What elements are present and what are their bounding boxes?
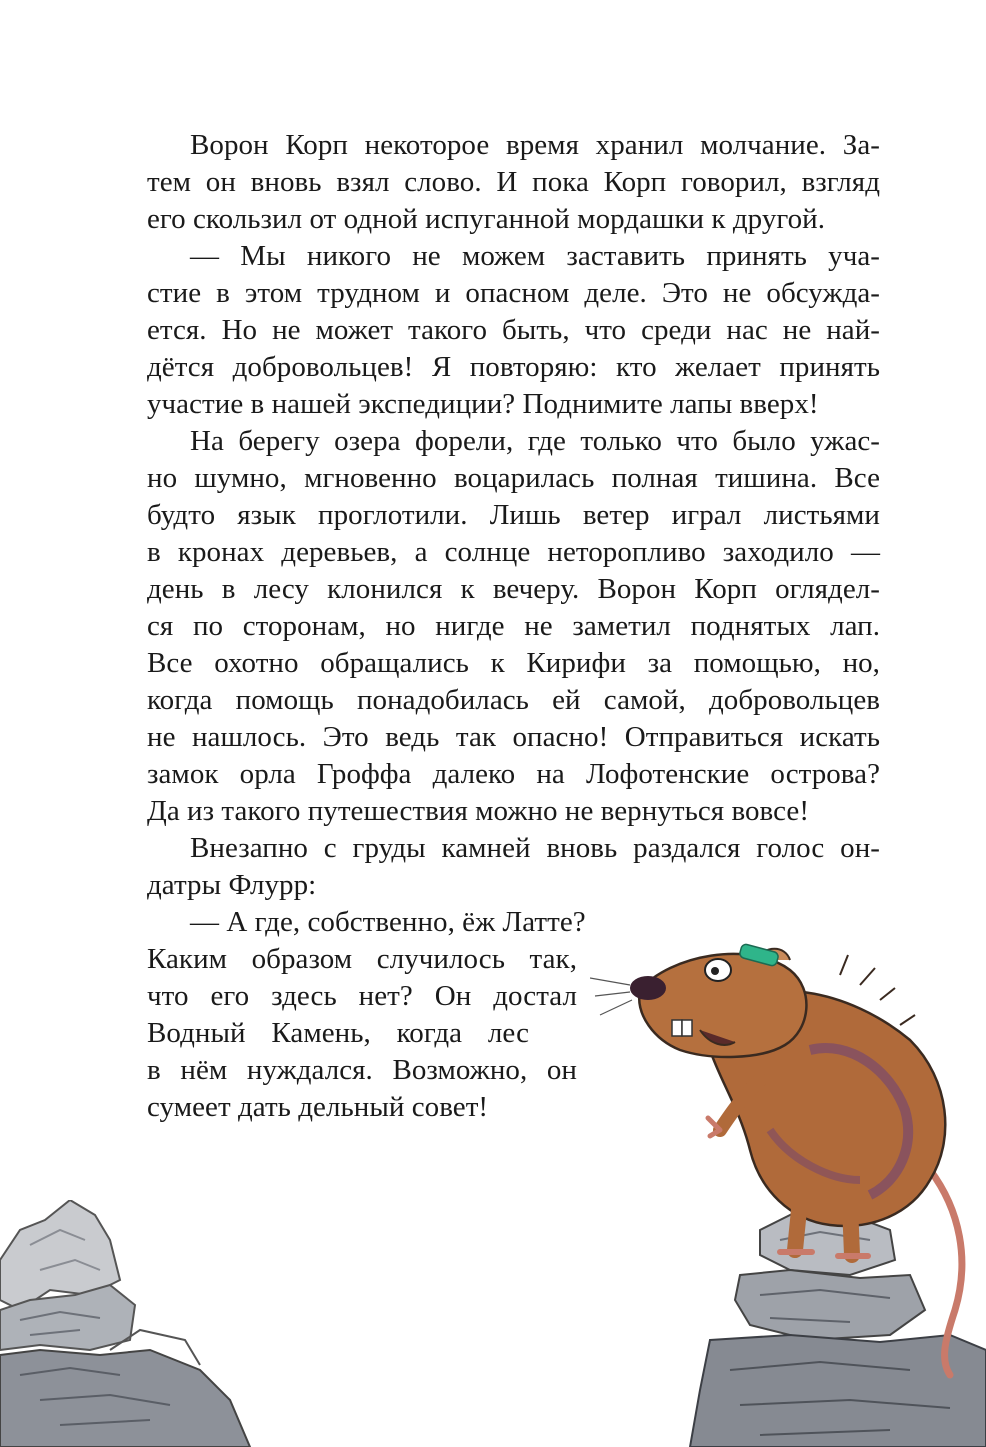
- text-line: замок орла Гроффа далеко на Лофотенские острова?: [147, 758, 880, 790]
- text-line: На берегу озера форели, где только что было ужас-: [190, 425, 880, 457]
- muskrat-on-rocks-illustration: [590, 930, 986, 1447]
- text-line: что его здесь нет? Он достал: [147, 980, 577, 1012]
- text-line: датры Флурр:: [147, 869, 317, 901]
- text-line: стие в этом трудном и опасном деле. Это не обсужда-: [147, 277, 880, 309]
- text-line: не нашлось. Это ведь так опасно! Отправиться искать: [147, 721, 880, 753]
- text-line: Все охотно обращались к Кирифи за помощью, но,: [147, 647, 880, 679]
- text-line: — А где, собственно, ёж Латте?: [190, 906, 586, 938]
- text-line: в кронах деревьев, а солнце неторопливо заходило —: [147, 536, 880, 568]
- rocks-illustration: [0, 1200, 300, 1447]
- text-line: ся по сторонам, но нигде не заметил поднятых лап.: [147, 610, 880, 642]
- text-line: тем он вновь взял слово. И пока Корп говорил, взгляд: [147, 166, 880, 198]
- text-line: когда помощь понадобилась ей самой, добровольцев: [147, 684, 880, 716]
- text-line: ется. Но не может такого быть, что среди нас не най-: [147, 314, 880, 346]
- text-line: день в лесу клонился к вечеру. Ворон Корп оглядел-: [147, 573, 880, 605]
- text-line: дётся добровольцев! Я повторяю: кто желает принять: [147, 351, 880, 383]
- text-line: в нём нуждался. Возможно, он: [147, 1054, 577, 1086]
- text-line: участие в нашей экспедиции? Поднимите лапы вверх!: [147, 388, 819, 420]
- text-line: Ворон Корп некоторое время хранил молчание. За-: [190, 129, 880, 161]
- text-line: Да из такого путешествия можно не вернуться вовсе!: [147, 795, 810, 827]
- text-line: его скользил от одной испуганной мордашки к другой.: [147, 203, 826, 235]
- text-line: Водный Камень, когда лес: [147, 1017, 529, 1049]
- text-line: — Мы никого не можем заставить принять уча-: [190, 240, 880, 272]
- text-line: Каким образом случилось так,: [147, 943, 577, 975]
- text-line: Внезапно с груды камней вновь раздался голос он-: [190, 832, 880, 864]
- text-line: но шумно, мгновенно воцарилась полная тишина. Все: [147, 462, 880, 494]
- text-line: будто язык проглотили. Лишь ветер играл листьями: [147, 499, 880, 531]
- text-line: сумеет дать дельный совет!: [147, 1091, 489, 1123]
